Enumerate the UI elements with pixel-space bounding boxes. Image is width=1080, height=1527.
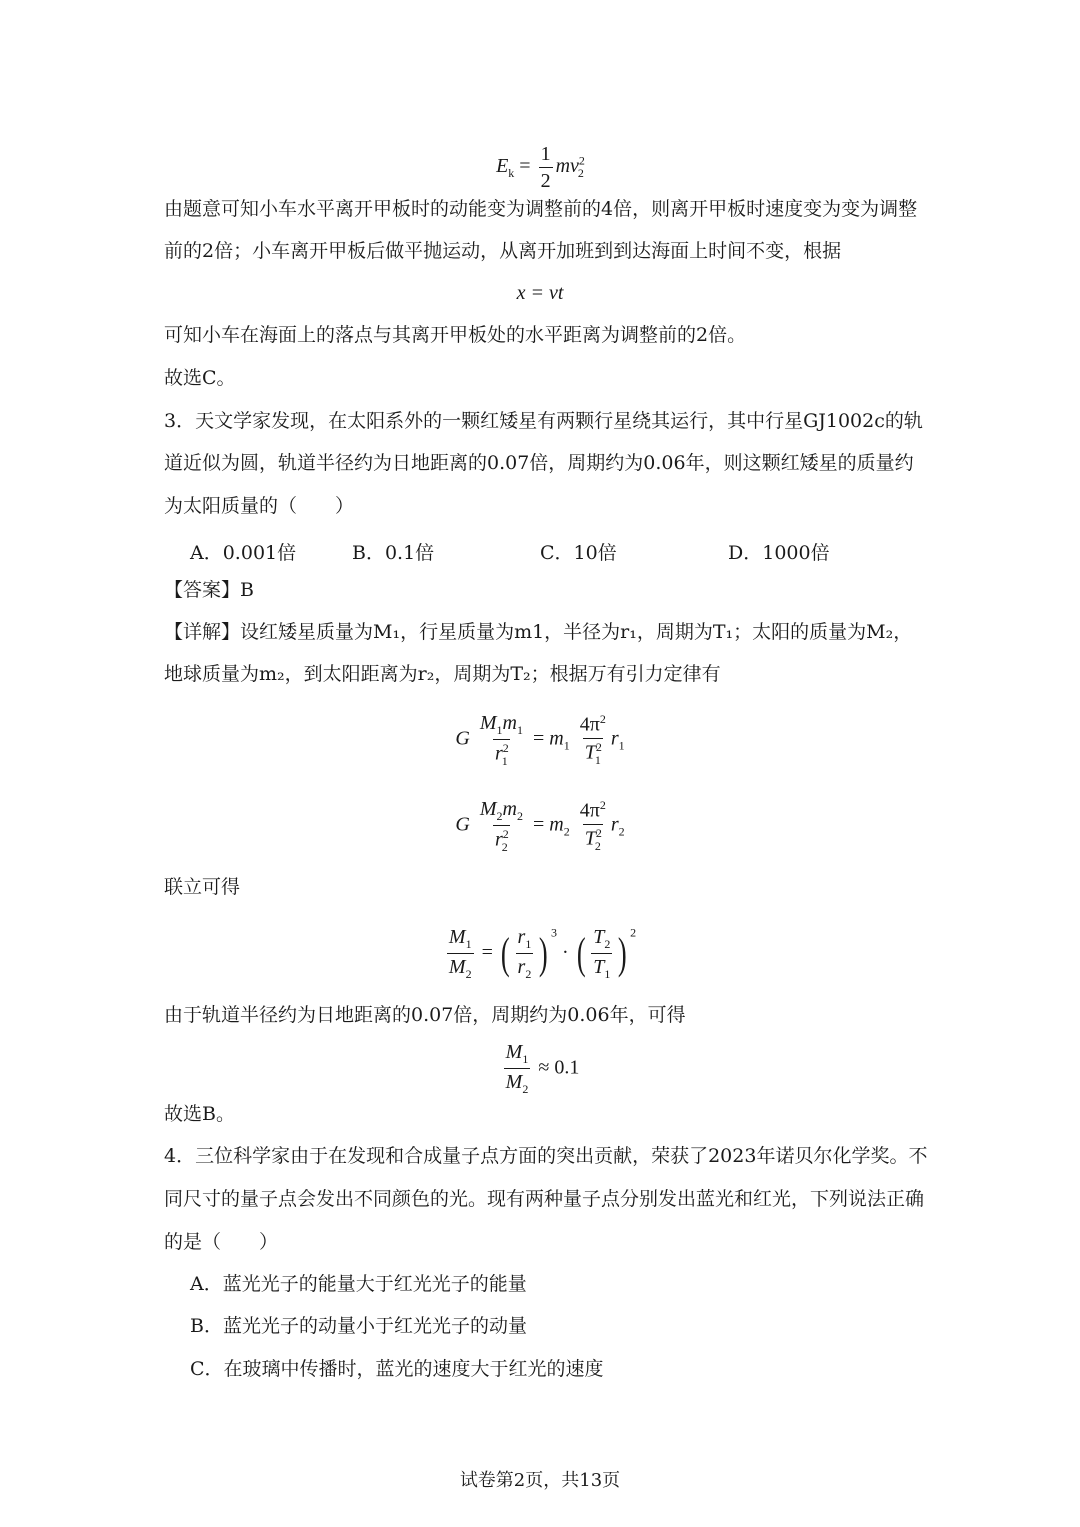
q3-option-d: D．1000倍 [728, 542, 830, 564]
mass-ratio-result: $\frac{M_1}{M_2}$ ≈ 0.1 [505, 1041, 580, 1097]
question-3-line: 道近似为圆，轨道半径约为日地距离的0.07倍，周期约为0.06年，则这颗红矮星的质量约 [164, 452, 914, 474]
question-4-line: 4．三位科学家由于在发现和合成量子点方面的突出贡献，荣获了2023年诺贝尔化学奖。不 [164, 1145, 928, 1167]
question-4-line: 同尺寸的量子点会发出不同颜色的光。现有两种量子点分别发出蓝光和红光，下列说法正确 [164, 1188, 925, 1210]
q4-option-b: B．蓝光光子的动量小于红光光子的动量 [190, 1315, 527, 1337]
gravity-equation-2: G $\frac{M_2m_2}{r^2_2}$ = $m_2$ $\frac{4\pi^2}{T^2_2}$ $r_2$ [455, 798, 625, 854]
text-line: 联立可得 [164, 876, 241, 898]
explanation-line: 【详解】设红矮星质量为M₁，行星质量为m1，半径为r₁，周期为T₁；太阳的质量为M₂， [164, 621, 913, 643]
question-4-line: 的是（ ） [164, 1231, 279, 1253]
xvt-equation: x = vt [516, 282, 564, 304]
question-3-line: 3．天文学家发现，在太阳系外的一颗红矮星有两颗行星绕其运行，其中行星GJ1002c的轨 [164, 410, 923, 432]
text-line: 故选C。 [164, 367, 236, 389]
answer-label: 【答案】B [164, 579, 254, 601]
explanation-line: 地球质量为m₂，到太阳距离为r₂，周期为T₂；根据万有引力定律有 [164, 663, 721, 685]
text-line: 故选B。 [164, 1103, 235, 1125]
q4-option-c: C．在玻璃中传播时，蓝光的速度大于红光的速度 [190, 1358, 604, 1380]
q3-option-c: C．10倍 [540, 542, 617, 564]
kinetic-energy-equation: $E_k$ = $\frac{1}{2}$ $mv^2_2$ [496, 143, 585, 192]
q3-option-b: B．0.1倍 [352, 542, 435, 564]
text-line: 由题意可知小车水平离开甲板时的动能变为调整前的4倍，则离开甲板时速度变为变为调整 [164, 198, 918, 220]
question-3-line: 为太阳质量的（ ） [164, 495, 355, 517]
mass-ratio-equation: $\frac{M_1}{M_2}$ = ( $\frac{r_1}{r_2}$ ) $^3$ · ( $\frac{T_2}{T_1}$ ) $^2$ [448, 925, 637, 982]
text-line: 可知小车在海面上的落点与其离开甲板处的水平距离为调整前的2倍。 [164, 324, 747, 346]
text-line: 由于轨道半径约为日地距离的0.07倍，周期约为0.06年，可得 [164, 1004, 686, 1026]
q4-option-a: A．蓝光光子的能量大于红光光子的能量 [190, 1273, 527, 1295]
q3-option-a: A．0.001倍 [190, 542, 297, 564]
half-fraction: $\frac{1}{2}$ [540, 143, 551, 192]
gravity-equation-1: G $\frac{M_1m_1}{r^2_1}$ = $m_1$ $\frac{4\pi^2}{T^2_1}$ $r_1$ [455, 712, 625, 768]
text-line: 前的2倍；小车离开甲板后做平抛运动，从离开加班到到达海面上时间不变，根据 [164, 240, 842, 262]
q3-options [190, 538, 890, 564]
page-footer: 试卷第2页，共13页 [459, 1470, 621, 1491]
